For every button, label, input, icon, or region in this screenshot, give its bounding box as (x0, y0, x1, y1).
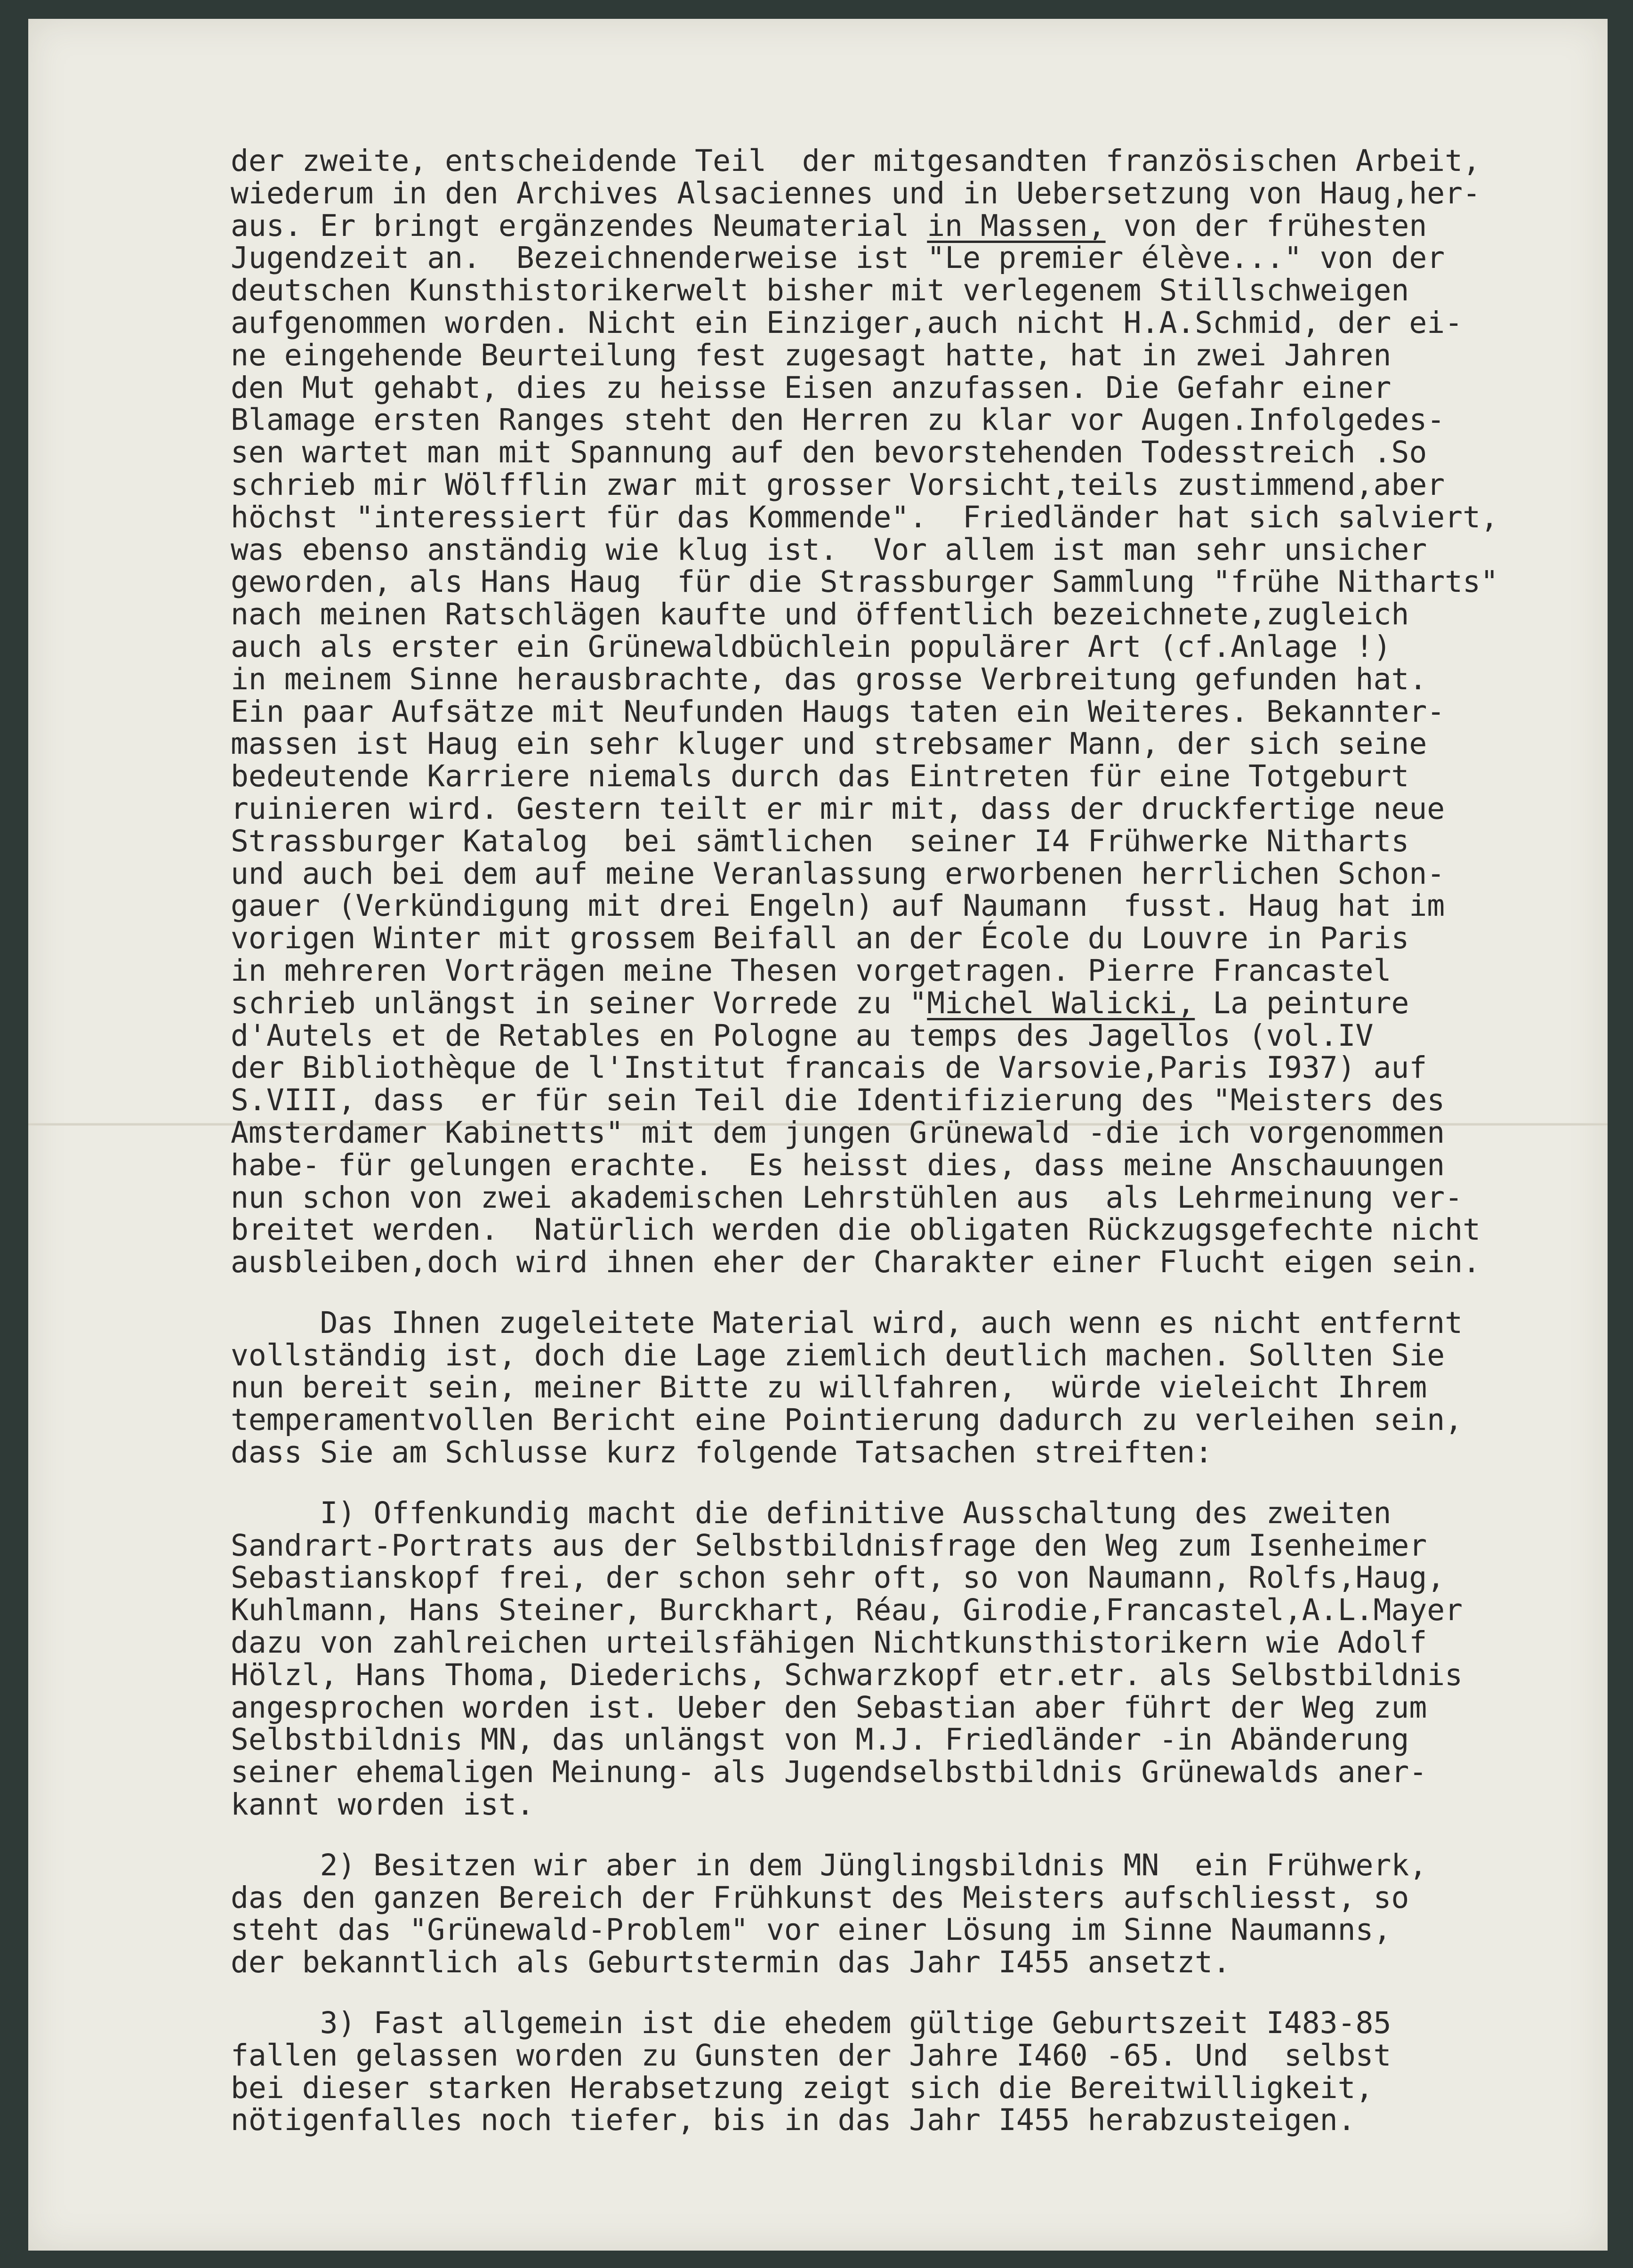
text-line: der Bibliothèque de l'Institut francais de Varsovie,Paris I937) auf (231, 1050, 1427, 1085)
text-line: deutschen Kunsthistorikerwelt bisher mit verlegenem Stillschweigen (231, 273, 1409, 308)
text-line: der zweite, entscheidende Teil der mitgesandten französischen Arbeit, (231, 144, 1481, 178)
text-line: was ebenso anständig wie klug ist. Vor allem ist man sehr unsicher (231, 532, 1427, 567)
text-line: Kuhlmann, Hans Steiner, Burckhart, Réau, Girodie,Francastel,A.L.Mayer (231, 1593, 1463, 1628)
text-line: wiederum in den Archives Alsaciennes und in Uebersetzung von Haug,her- (231, 176, 1481, 210)
text-line: seiner ehemaligen Meinung- als Jugendselbstbildnis Grünewalds aner- (231, 1755, 1427, 1790)
text-line: breitet werden. Natürlich werden die obligaten Rückzugsgefechte nicht (231, 1212, 1481, 1247)
text-line: angesprochen worden ist. Ueber den Sebastian aber führt der Weg zum (231, 1690, 1427, 1725)
list-item-2 (231, 1849, 1558, 1979)
underlined-text: in Massen, (927, 208, 1106, 243)
text-line: d'Autels et de Retables en Pologne au temps des Jagellos (vol.IV (231, 1018, 1374, 1053)
text-line: nach meinen Ratschlägen kaufte und öffentlich bezeichnete,zugleich (231, 597, 1409, 632)
text-line: geworden, als Hans Haug für die Strassburger Sammlung "frühe Nitharts" (231, 565, 1498, 599)
text-line: vollständig ist, doch die Lage ziemlich deutlich machen. Sollten Sie (231, 1338, 1445, 1372)
text-line: habe- für gelungen erachte. Es heisst dies, dass meine Anschauungen (231, 1147, 1445, 1182)
text-line: kannt worden ist. (231, 1787, 534, 1822)
text-line: bei dieser starken Herabsetzung zeigt sich die Bereitwilligkeit, (231, 2070, 1374, 2105)
text-line: schrieb unlängst in seiner Vorrede zu "Michel Walicki, La peinture (231, 985, 1409, 1020)
text-line: massen ist Haug ein sehr kluger und strebsamer Mann, der sich seine (231, 726, 1427, 761)
paragraph-1 (231, 145, 1558, 1279)
text-line: Strassburger Katalog bei sämtlichen seiner I4 Frühwerke Nitharts (231, 823, 1409, 858)
text-line: 3) Fast allgemein ist die ehedem gültige Geburtszeit I483-85 (231, 2006, 1392, 2041)
text-line: dazu von zahlreichen urteilsfähigen Nichtkunsthistorikern wie Adolf (231, 1625, 1427, 1660)
text-line: den Mut gehabt, dies zu heisse Eisen anzufassen. Die Gefahr einer (231, 370, 1392, 405)
left-margin (28, 19, 94, 2251)
list-item-1 (231, 1497, 1558, 1821)
text-line: Jugendzeit an. Bezeichnenderweise ist "Le premier élève..." von der (231, 241, 1445, 275)
text-line: der bekanntlich als Geburtstermin das Jahr I455 ansetzt. (231, 1945, 1231, 1980)
text-line: Blamage ersten Ranges steht den Herren zu klar vor Augen.Infolgedes- (231, 403, 1445, 437)
text-line: schrieb mir Wölfflin zwar mit grosser Vorsicht,teils zustimmend,aber (231, 467, 1445, 502)
text-line: und auch bei dem auf meine Veranlassung erworbenen herrlichen Schon- (231, 856, 1445, 891)
text-line: steht das "Grünewald-Problem" vor einer Lösung im Sinne Naumanns, (231, 1913, 1392, 1947)
typed-letter-page (28, 19, 1608, 2251)
paragraph-2 (231, 1307, 1558, 1469)
text-line: Ein paar Aufsätze mit Neufunden Haugs taten ein Weiteres. Bekannter- (231, 694, 1445, 729)
text-line: S.VIII, dass er für sein Teil die Identifizierung des "Meisters des (231, 1083, 1445, 1118)
text-line: Das Ihnen zugeleitete Material wird, auch wenn es nicht entfernt (231, 1305, 1463, 1340)
text-line: das den ganzen Bereich der Frühkunst des Meisters aufschliesst, so (231, 1880, 1409, 1915)
text-line: vorigen Winter mit grossem Beifall an der École du Louvre in Paris (231, 921, 1409, 956)
text-line: Amsterdamer Kabinetts" mit dem jungen Grünewald -die ich vorgenommen (231, 1115, 1445, 1150)
text-line: ruinieren wird. Gestern teilt er mir mit, dass der druckfertige neue (231, 791, 1445, 826)
text-line: ne eingehende Beurteilung fest zugesagt hatte, hat in zwei Jahren (231, 338, 1392, 372)
underlined-text: Michel Walicki, (927, 985, 1195, 1020)
list-item-3 (231, 2007, 1558, 2137)
text-line: Sandrart-Portrats aus der Selbstbildnisfrage den Weg zum Isenheimer (231, 1528, 1427, 1563)
text-line: ausbleiben,doch wird ihnen eher der Charakter einer Flucht eigen sein. (231, 1245, 1481, 1280)
letter-body (231, 145, 1558, 2137)
text-line: auch als erster ein Grünewaldbüchlein populärer Art (cf.Anlage !) (231, 629, 1392, 664)
text-line: fallen gelassen worden zu Gunsten der Jahre I460 -65. Und selbst (231, 2038, 1392, 2073)
text-line: aus. Er bringt ergänzendes Neumaterial in Massen, von der frühesten (231, 208, 1427, 243)
text-line: Selbstbildnis MN, das unlängst von M.J. Friedländer -in Abänderung (231, 1722, 1409, 1757)
text-line: nun schon von zwei akademischen Lehrstühlen aus als Lehrmeinung ver- (231, 1180, 1463, 1215)
text-line: höchst "interessiert für das Kommende". Friedländer hat sich salviert, (231, 500, 1498, 534)
text-line: Sebastianskopf frei, der schon sehr oft, so von Naumann, Rolfs,Haug, (231, 1560, 1445, 1595)
text-line: bedeutende Karriere niemals durch das Eintreten für eine Totgeburt (231, 759, 1409, 794)
text-line: in meinem Sinne herausbrachte, das grosse Verbreitung gefunden hat. (231, 662, 1427, 696)
text-line: gauer (Verkündigung mit drei Engeln) auf Naumann fusst. Haug hat im (231, 888, 1445, 923)
text-line: dass Sie am Schlusse kurz folgende Tatsachen streiften: (231, 1435, 1213, 1470)
text-line: 2) Besitzen wir aber in dem Jünglingsbildnis MN ein Frühwerk, (231, 1848, 1427, 1882)
text-line: temperamentvollen Bericht eine Pointierung dadurch zu verleihen sein, (231, 1403, 1463, 1437)
text-line: I) Offenkundig macht die definitive Ausschaltung des zweiten (231, 1495, 1392, 1530)
text-line: nötigenfalles noch tiefer, bis in das Jahr I455 herabzusteigen. (231, 2103, 1356, 2138)
text-line: in mehreren Vorträgen meine Thesen vorgetragen. Pierre Francastel (231, 953, 1392, 988)
text-line: nun bereit sein, meiner Bitte zu willfahren, würde vieleicht Ihrem (231, 1370, 1427, 1405)
text-line: sen wartet man mit Spannung auf den bevorstehenden Todesstreich .So (231, 435, 1427, 470)
text-line: aufgenommen worden. Nicht ein Einziger,auch nicht H.A.Schmid, der ei- (231, 305, 1463, 340)
text-line: Hölzl, Hans Thoma, Diederichs, Schwarzkopf etr.etr. als Selbstbildnis (231, 1657, 1463, 1692)
